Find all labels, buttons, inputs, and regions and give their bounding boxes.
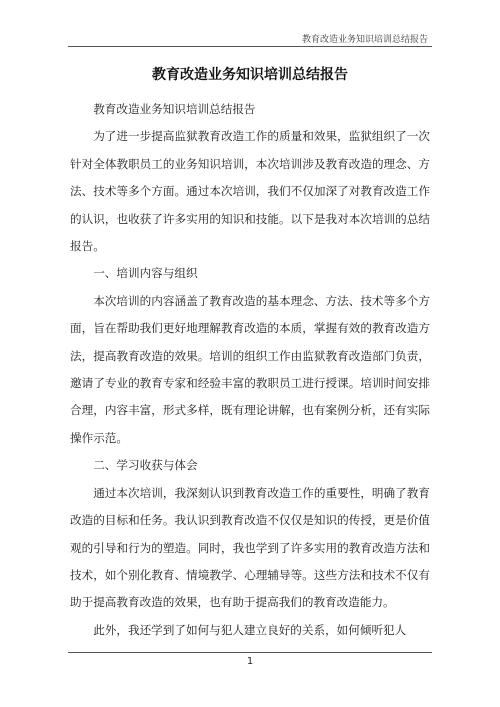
footer-divider	[68, 652, 432, 653]
paragraph-intro: 为了进一步提高监狱教育改造工作的质量和效果，监狱组织了一次针对全体教职员工的业务知识培训，本次培训涉及教育改造的理念、方法、技术等多个方面。通过本次培训，我们不仅加深了对教育改造工作的认识，也收获了许多实用的知识和技能。以下是我对本次培训的总结报告。	[70, 129, 430, 254]
running-header: 教育改造业务知识培训总结报告	[301, 35, 428, 45]
section-heading-training-content: 一、培训内容与组织	[93, 266, 198, 281]
header-divider	[68, 46, 432, 47]
page-number: 1	[246, 656, 254, 667]
document-body	[70, 96, 430, 644]
document-title: 教育改造业务知识培训总结报告	[152, 67, 348, 83]
paragraph-continuation: 此外，我还学到了如何与犯人建立良好的关系，如何倾听犯人	[93, 622, 407, 637]
paragraph-subtitle: 教育改造业务知识培训总结报告	[93, 102, 256, 116]
section-heading-learning-gains: 二、学习收获与体会	[93, 458, 198, 473]
paragraph-learning-gains: 通过本次培训，我深刻认识到教育改造工作的重要性，明确了教育改造的目标和任务。我认识到教育改造不仅仅是知识的传授，更是价值观的引导和行为的塑造。同时，我也学到了许多实用的教育改造方法和技术，如个别化教育、情境教学、心理辅导等。这些方法和技术不仅有助于提高教育改造的效果，也有助于提高我们的教育改造能力。	[70, 485, 430, 610]
paragraph-training-content: 本次培训的内容涵盖了教育改造的基本理念、方法、技术等多个方面，旨在帮助我们更好地理解教育改造的本质，掌握有效的教育改造方法，提高教育改造的效果。培训的组织工作由监狱教育改造部门负责，邀请了专业的教育专家和经验丰富的教职员工进行授课。培训时间安排合理，内容丰富，形式多样，既有理论讲解，也有案例分析，还有实际操作示范。	[70, 293, 430, 445]
